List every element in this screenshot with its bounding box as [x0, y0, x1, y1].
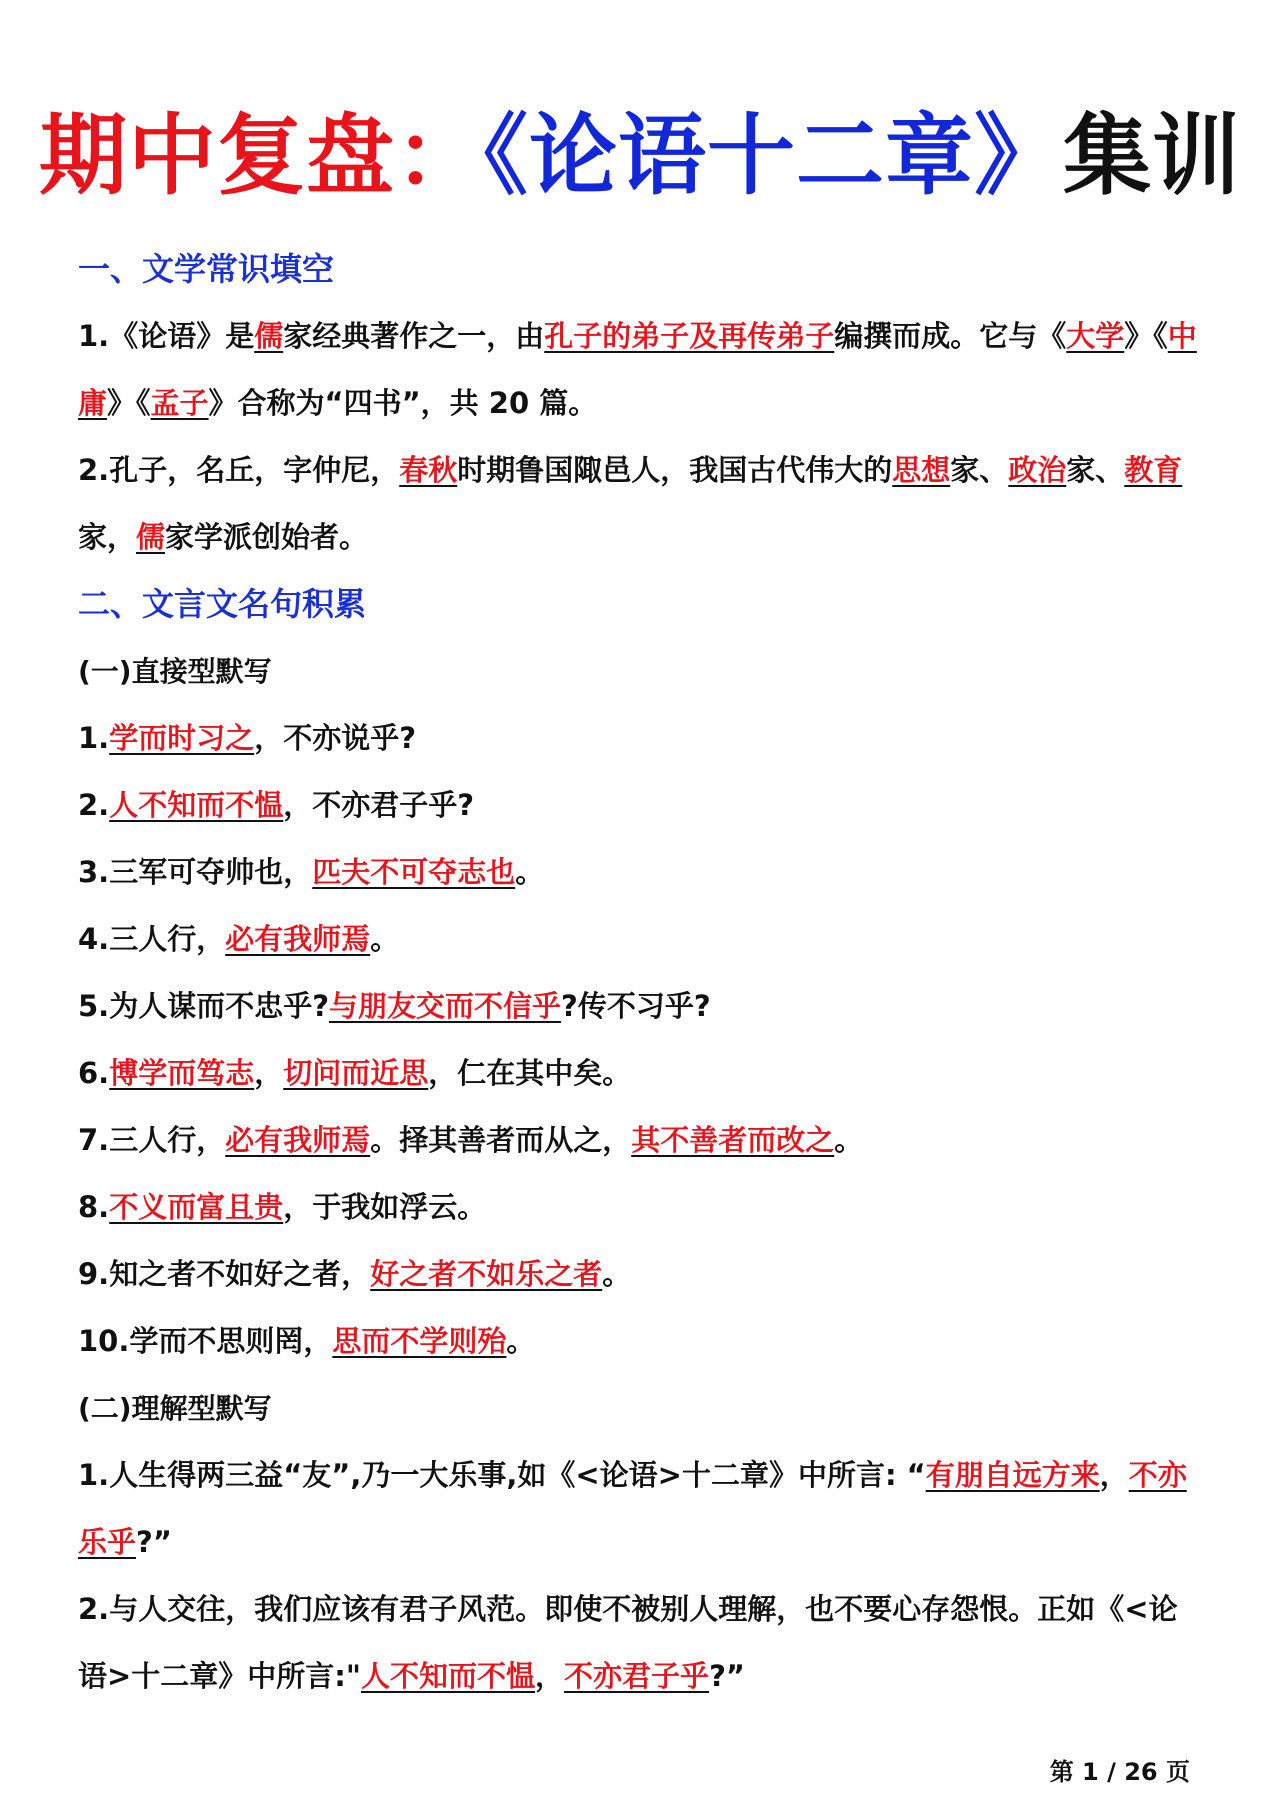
list-item — [78, 772, 1208, 839]
text: 编撰而成。它与《 — [834, 319, 1067, 353]
text: ?” — [709, 1659, 745, 1693]
list-item — [78, 705, 1208, 772]
text: 2. — [78, 788, 110, 822]
answer-blank: 思而不学则殆 — [332, 1324, 507, 1358]
answer-blank: 大学 — [1066, 319, 1125, 353]
comprehension-1-line-1 — [78, 1442, 1208, 1509]
answer-blank: 其不善者而改之 — [631, 1123, 835, 1157]
text: 》《 — [107, 386, 151, 420]
list-item — [78, 973, 1208, 1040]
comprehension-2-line-2 — [78, 1643, 1208, 1710]
answer-blank: 孔子的弟子及再传弟子 — [544, 319, 835, 353]
page-title — [0, 100, 1280, 210]
subsection-direct-recitation: (一)直接型默写 — [78, 655, 272, 688]
text: 》《 — [1124, 319, 1168, 353]
answer-blank: 儒 — [136, 520, 166, 554]
answer-blank: 庸 — [78, 386, 108, 420]
list-item — [78, 1107, 1208, 1174]
answer-blank: 乐乎 — [78, 1525, 137, 1559]
text: ?传不习乎? — [561, 989, 711, 1023]
answer-blank: 思想 — [892, 453, 951, 487]
answer-blank: 教育 — [1124, 453, 1183, 487]
text: 。 — [834, 1123, 864, 1157]
text: 。 — [602, 1257, 632, 1291]
question-1-line-2 — [78, 370, 1208, 437]
text: ， — [1099, 1458, 1129, 1492]
answer-blank: 春秋 — [399, 453, 458, 487]
text: ，不亦君子乎? — [283, 788, 475, 822]
title-part-blue: 《论语十二章》 — [483, 103, 1063, 207]
comprehension-1-line-2 — [78, 1509, 1208, 1576]
text: 2.与人交往，我们应该有君子风范。即使不被别人理解，也不要心存怨恨。正如《<论 — [78, 1592, 1178, 1626]
question-2-line-2 — [78, 504, 1208, 571]
text: 家、 — [1066, 453, 1125, 487]
list-item — [78, 1241, 1208, 1308]
answer-blank: 中 — [1167, 319, 1197, 353]
text: 。择其善者而从之， — [370, 1123, 632, 1157]
list-item — [78, 906, 1208, 973]
section-heading-classical-quotes: 二、文言文名句积累 — [78, 585, 367, 623]
page-number: 第 1 / 26 页 — [1049, 1758, 1190, 1786]
text: 》合称为“四书”，共 20 篇。 — [208, 386, 598, 420]
text: 4.三人行， — [78, 922, 226, 956]
text: 语>十二章》中所言:" — [78, 1659, 362, 1693]
text: ，于我如浮云。 — [283, 1190, 487, 1224]
text: 1.《论语》是 — [78, 319, 255, 353]
answer-blank: 不义而富且贵 — [109, 1190, 284, 1224]
answer-blank: 必有我师焉 — [225, 1123, 371, 1157]
answer-blank: 必有我师焉 — [225, 922, 371, 956]
text: 5.为人谋而不忠乎? — [78, 989, 330, 1023]
text: 家， — [78, 520, 137, 554]
answer-blank: 人不知而不愠 — [361, 1659, 536, 1693]
answer-blank: 与朋友交而不信乎 — [329, 989, 562, 1023]
title-part-black: 集训 — [1063, 103, 1242, 207]
text: 家、 — [950, 453, 1009, 487]
question-2-line-1 — [78, 437, 1208, 504]
answer-blank: 孟子 — [150, 386, 209, 420]
answer-blank: 不亦君子乎 — [564, 1659, 710, 1693]
section-heading-literary-knowledge: 一、文学常识填空 — [78, 250, 335, 288]
text: 。 — [370, 922, 400, 956]
text: ?” — [136, 1525, 172, 1559]
document-body — [78, 236, 1208, 1710]
text: 。 — [515, 855, 545, 889]
text: ， — [535, 1659, 565, 1693]
text: ， — [254, 1056, 284, 1090]
text: 10.学而不思则罔， — [78, 1324, 333, 1358]
answer-blank: 儒 — [254, 319, 284, 353]
text: 2.孔子，名丘，字仲尼， — [78, 453, 400, 487]
answer-blank: 切问而近思 — [283, 1056, 429, 1090]
answer-blank: 学而时习之 — [109, 721, 255, 755]
text: 6. — [78, 1056, 110, 1090]
text: ，仁在其中矣。 — [428, 1056, 632, 1090]
answer-blank: 人不知而不愠 — [109, 788, 284, 822]
title-part-red: 期中复盘： — [38, 103, 484, 207]
text: 3.三军可夺帅也， — [78, 855, 313, 889]
question-1-line-1 — [78, 303, 1208, 370]
text: 1. — [78, 721, 110, 755]
text: 。 — [506, 1324, 536, 1358]
list-item — [78, 839, 1208, 906]
subsection-comprehension-recitation: (二)理解型默写 — [78, 1392, 272, 1425]
answer-blank: 有朋自远方来 — [925, 1458, 1100, 1492]
comprehension-2-line-1 — [78, 1576, 1208, 1643]
text: 8. — [78, 1190, 110, 1224]
answer-blank: 博学而笃志 — [109, 1056, 255, 1090]
text: 家经典著作之一，由 — [283, 319, 545, 353]
list-item — [78, 1040, 1208, 1107]
text: ，不亦说乎? — [254, 721, 417, 755]
text: 时期鲁国陬邑人，我国古代伟大的 — [457, 453, 893, 487]
text: 1.人生得两三益“友”,乃一大乐事,如《<论语>十二章》中所言: “ — [78, 1458, 926, 1492]
list-item — [78, 1308, 1208, 1375]
answer-blank: 匹夫不可夺志也 — [312, 855, 516, 889]
answer-blank: 政治 — [1008, 453, 1067, 487]
text: 家学派创始者。 — [165, 520, 369, 554]
text: 7.三人行， — [78, 1123, 226, 1157]
list-item — [78, 1174, 1208, 1241]
answer-blank: 不亦 — [1128, 1458, 1187, 1492]
text: 9.知之者不如好之者， — [78, 1257, 371, 1291]
answer-blank: 好之者不如乐之者 — [370, 1257, 603, 1291]
